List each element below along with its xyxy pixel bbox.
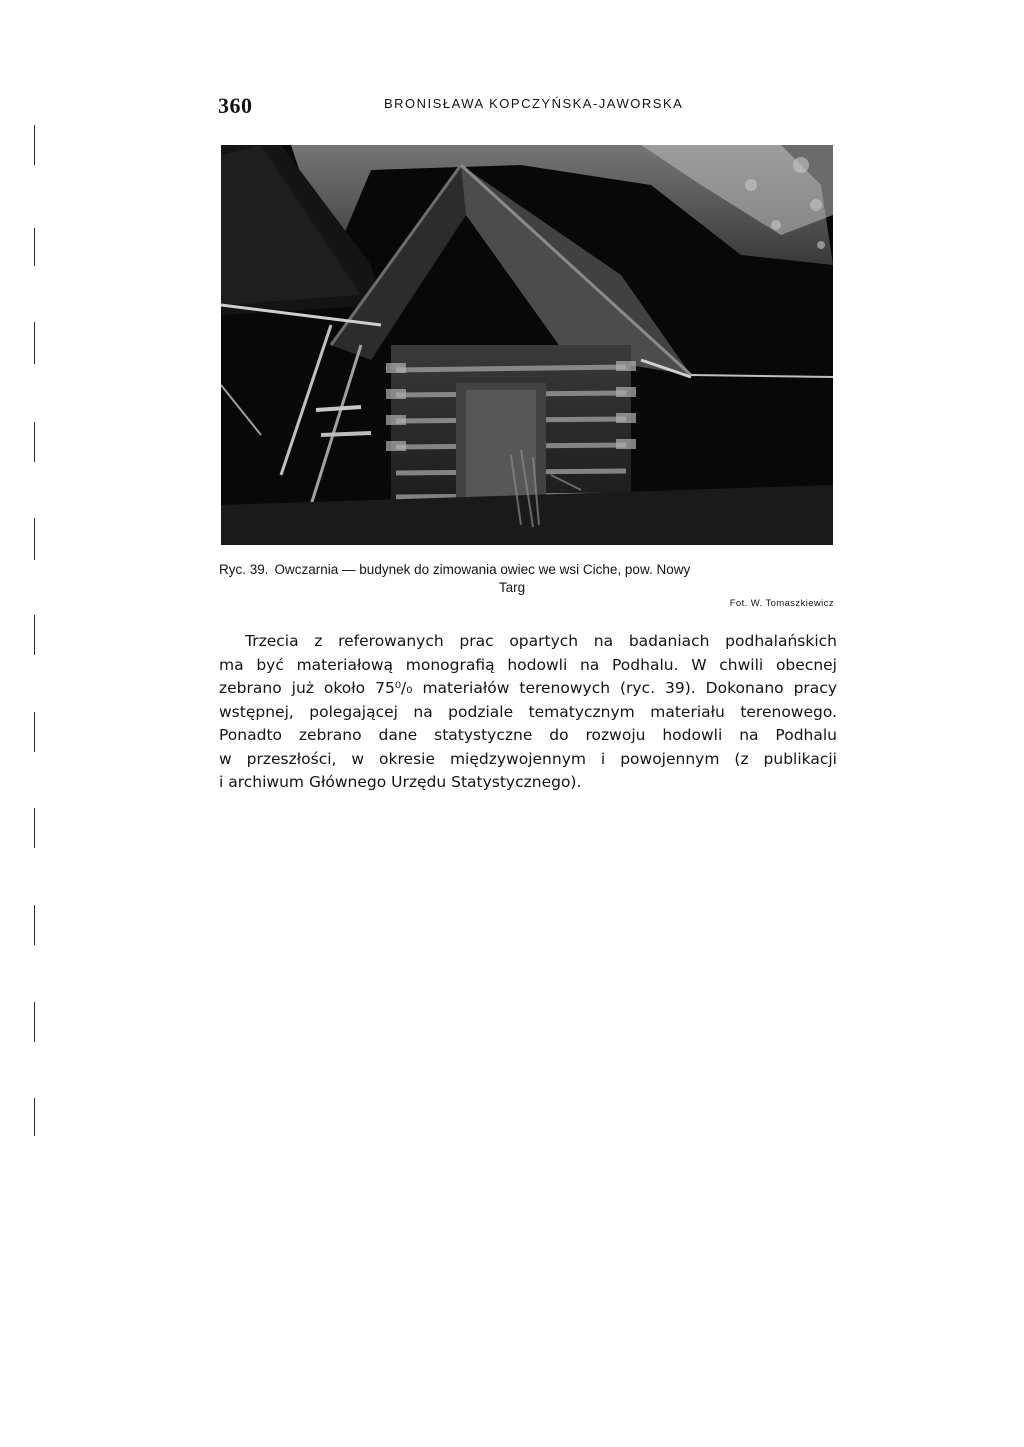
caption-text-line2: Targ <box>498 580 526 595</box>
page-number: 360 <box>218 93 253 118</box>
scan-margin-mark <box>34 322 35 364</box>
scan-margin-mark <box>34 905 35 945</box>
scan-margin-mark <box>34 422 35 462</box>
caption-label: Ryc. 39. <box>219 562 269 577</box>
scan-margin-mark <box>34 125 35 165</box>
scan-margin-mark <box>34 712 35 752</box>
scan-margin-mark <box>34 615 35 655</box>
paragraph-line: Ponadto zebrano dane statystyczne do rozwoju hodowli na Podhalu <box>219 726 837 744</box>
paragraph-line: ma być materiałową monografią hodowli na Podhalu. W chwili obecnej <box>219 655 837 674</box>
scan-margin-mark <box>34 1098 35 1136</box>
body-paragraph <box>219 630 837 795</box>
caption-text-line1: Owczarnia — budynek do zimowania owiec we wsi Ciche, pow. Nowy <box>274 562 691 577</box>
photo-credit: Fot. W. Tomaszkiewicz <box>729 598 834 609</box>
paragraph-line: i archiwum Głównego Urzędu Statystycznego). <box>219 773 582 791</box>
scan-margin-mark <box>34 1002 35 1042</box>
photo-sheepfold-illustration <box>221 145 833 545</box>
paragraph-line: w przeszłości, w okresie międzywojennym i powojennym (z publikacji <box>219 749 837 768</box>
scan-margin-mark <box>34 808 35 848</box>
figure-caption <box>219 561 845 597</box>
scan-margin-mark <box>34 518 35 560</box>
scan-margin-mark <box>34 228 35 266</box>
running-head: BRONISŁAWA KOPCZYŃSKA-JAWORSKA <box>384 96 684 111</box>
paragraph-line: wstępnej, polegającej na podziale tematycznym materiału terenowego. <box>219 702 837 721</box>
paragraph-line: zebrano już około 75⁰/₀ materiałów terenowych (ryc. 39). Dokonano pracy <box>219 679 837 697</box>
paragraph-line: Trzecia z referowanych prac opartych na badaniach podhalańskich <box>245 632 837 650</box>
figure-photo <box>221 145 833 545</box>
